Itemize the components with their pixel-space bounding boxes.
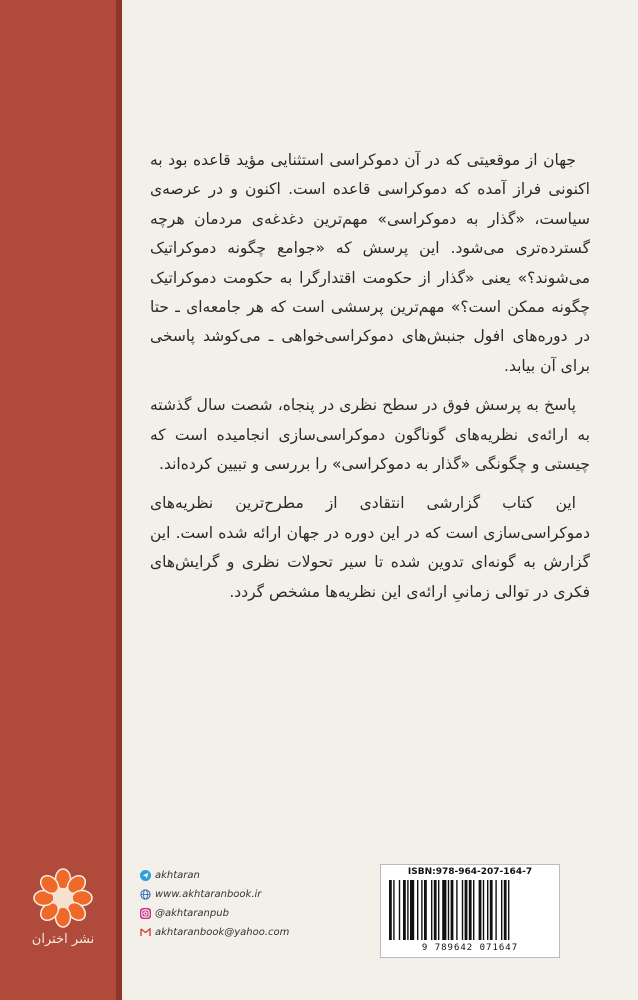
email-icon [140, 927, 151, 938]
barcode-bar [501, 880, 502, 940]
paragraph-1: جهان از موقعیتی که در آن دموکراسی استثنایی مؤید قاعده بود به اکنونی فراز آمده که دموکراسی قاعده است. اکنون و در عرصه‌ی سیاست، «گذار به دموکراسی» مهم‌ترین دغدغه‌ی مردمان هرچه گسترده‌تری می‌شود. این پرسش که «جوامع چگونه دموکراتیک می‌شوند؟» یعنی «گذار از حکومت اقتدارگرا به حکومت دموکراتیک چگونه ممکن است؟» مهم‌ترین پرسشی است که هر جامعه‌ای ـ حتا در دوره‌های افول جنبش‌های دموکراسی‌خواهی ـ می‌کوشد پاسخی برای آن بیابد. [150, 151, 590, 375]
barcode-bars [387, 880, 553, 942]
barcode-bar [487, 880, 488, 940]
barcode-bar [393, 880, 394, 940]
barcode-bar [465, 880, 468, 940]
contact-list [140, 866, 320, 942]
isbn-barcode [380, 864, 560, 958]
contact-instagram[interactable] [140, 904, 320, 923]
contact-text: www.akhtaranbook.ir [155, 889, 262, 900]
barcode-bar [462, 880, 463, 940]
barcode-bar [504, 880, 507, 940]
spine-edge [116, 0, 122, 1000]
contact-email[interactable] [140, 923, 320, 942]
paragraph-2: پاسخ به پرسش فوق در سطح نظری در پنجاه، شصت سال گذشته به ارائه‌ی نظریه‌های گوناگون دموکراسی‌سازی انجامیده است که چیستی و چگونگی «گذار به دموکراسی» را بررسی و تبیین کرده‌اند. [150, 396, 590, 474]
barcode-bar [495, 880, 496, 940]
barcode-bar [442, 880, 446, 940]
back-cover-text [150, 146, 590, 617]
barcode-bar [451, 880, 454, 940]
barcode-bar [483, 880, 484, 940]
barcode-bar [407, 880, 408, 940]
isbn-label: ISBN:978-964-207-164-7 [407, 867, 533, 877]
globe-icon [140, 889, 151, 900]
contact-website[interactable] [140, 885, 320, 904]
publisher-logo [8, 868, 118, 958]
barcode-bar [424, 880, 427, 940]
barcode-bar [448, 880, 449, 940]
barcode-bar [399, 880, 400, 940]
barcode-bar [389, 880, 392, 940]
contact-text: akhtaran [155, 870, 200, 881]
barcode-bar [421, 880, 422, 940]
barcode-bar [490, 880, 493, 940]
barcode-bar [508, 880, 509, 940]
barcode-bar [403, 880, 406, 940]
barcode-bar [410, 880, 414, 940]
barcode-bar [438, 880, 439, 940]
barcode-bar [473, 880, 474, 940]
barcode-bar [479, 880, 482, 940]
red-spine [0, 0, 120, 1000]
barcode-bar [469, 880, 472, 940]
barcode-digits: 9 789642 071647 [421, 943, 519, 953]
contact-telegram[interactable] [140, 866, 320, 885]
barcode-bar [431, 880, 432, 940]
telegram-icon [140, 870, 151, 881]
publisher-name: نشر اختران [31, 932, 95, 947]
barcode-bar [417, 880, 418, 940]
barcode-bar [456, 880, 457, 940]
paragraph-3: این کتاب گزارشی انتقادی از مطرح‌ترین نظریه‌های دموکراسی‌سازی است که در این دوره در جهان ارائه شده است. این گزارش به گونه‌ای تدوین شده تا سیر تحولات نظری و گرایش‌های فکری در توالی زمانیِ ارائه‌ی این نظریه‌ها مشخص گردد. [150, 494, 590, 601]
sunflower-icon [8, 868, 118, 932]
contact-text: akhtaranbook@yahoo.com [155, 927, 290, 938]
instagram-icon [140, 908, 151, 919]
barcode-bar [434, 880, 437, 940]
contact-text: @akhtaranpub [155, 908, 229, 919]
